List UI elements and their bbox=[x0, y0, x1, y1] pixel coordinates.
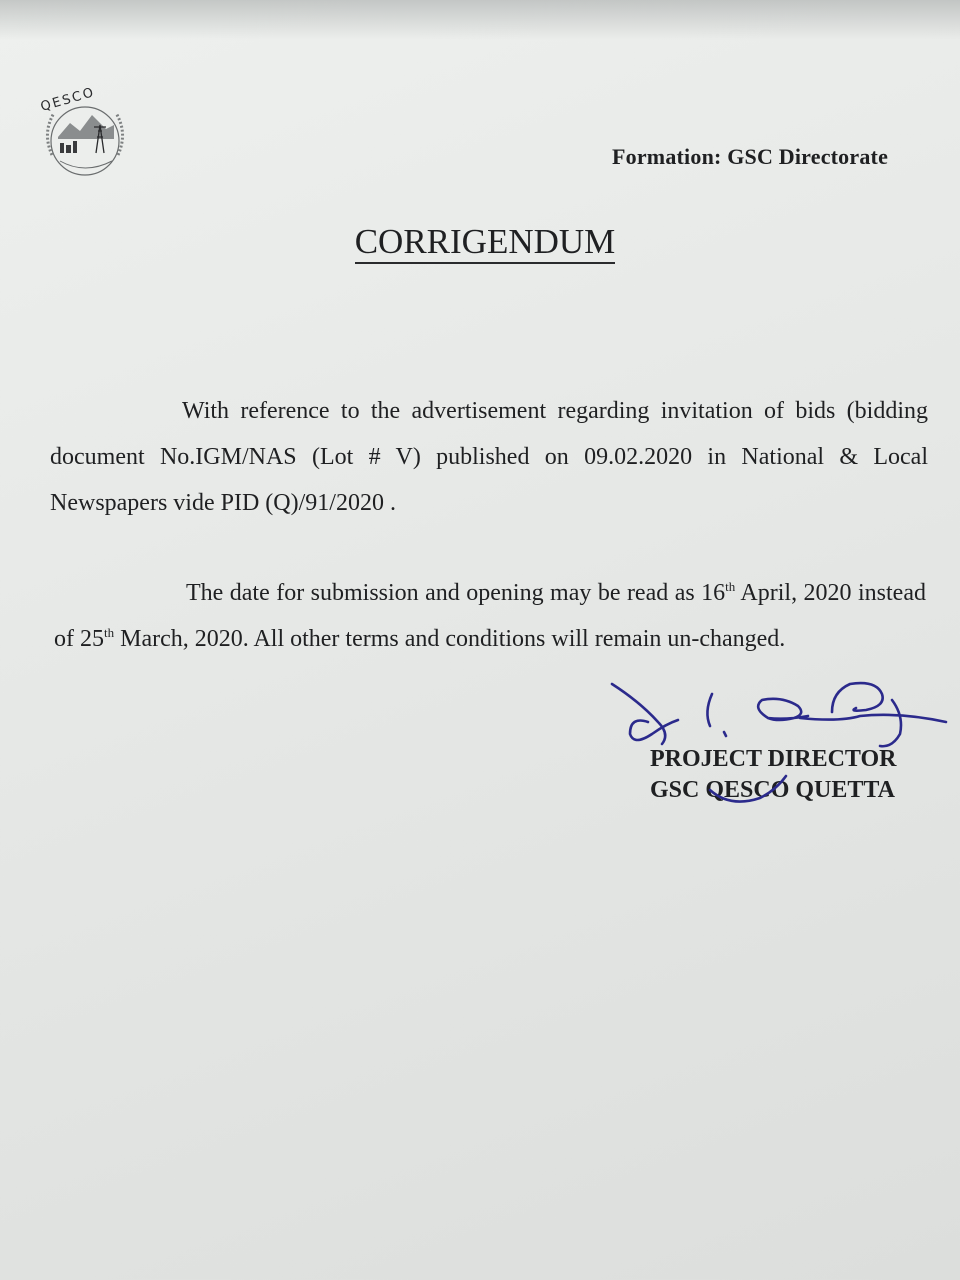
top-shadow bbox=[0, 0, 960, 40]
qesco-logo-icon bbox=[30, 85, 145, 185]
title-text: CORRIGENDUM bbox=[355, 222, 616, 264]
logo-text: QESCO bbox=[38, 85, 97, 115]
paragraph-2-part-b: April, 2020 instead of 25 bbox=[54, 580, 926, 652]
paragraph-reference bbox=[50, 388, 928, 526]
paragraph-date-change bbox=[54, 570, 926, 662]
signatory-office: GSC QESCO QUETTA bbox=[650, 777, 895, 803]
paragraph-2-part-c: March, 2020. All other terms and conditions will remain un-changed. bbox=[114, 626, 786, 652]
formation-line: Formation: GSC Directorate bbox=[612, 144, 889, 169]
document-title bbox=[0, 222, 960, 262]
signatory-title: PROJECT DIRECTOR bbox=[650, 746, 897, 772]
handwritten-signature bbox=[600, 672, 950, 812]
paragraph-1-text: With reference to the advertisement regarding invitation of bids (bidding document No.IGM/NAS (Lot # V) published on 09.02.2020 in National & Local Newspapers vide PID (Q)/91/2020 . bbox=[50, 398, 928, 516]
paragraph-2-part-a: The date for submission and opening may be read as 16 bbox=[186, 580, 726, 606]
ordinal-suffix: th bbox=[104, 625, 115, 640]
ordinal-suffix: th bbox=[725, 579, 736, 594]
